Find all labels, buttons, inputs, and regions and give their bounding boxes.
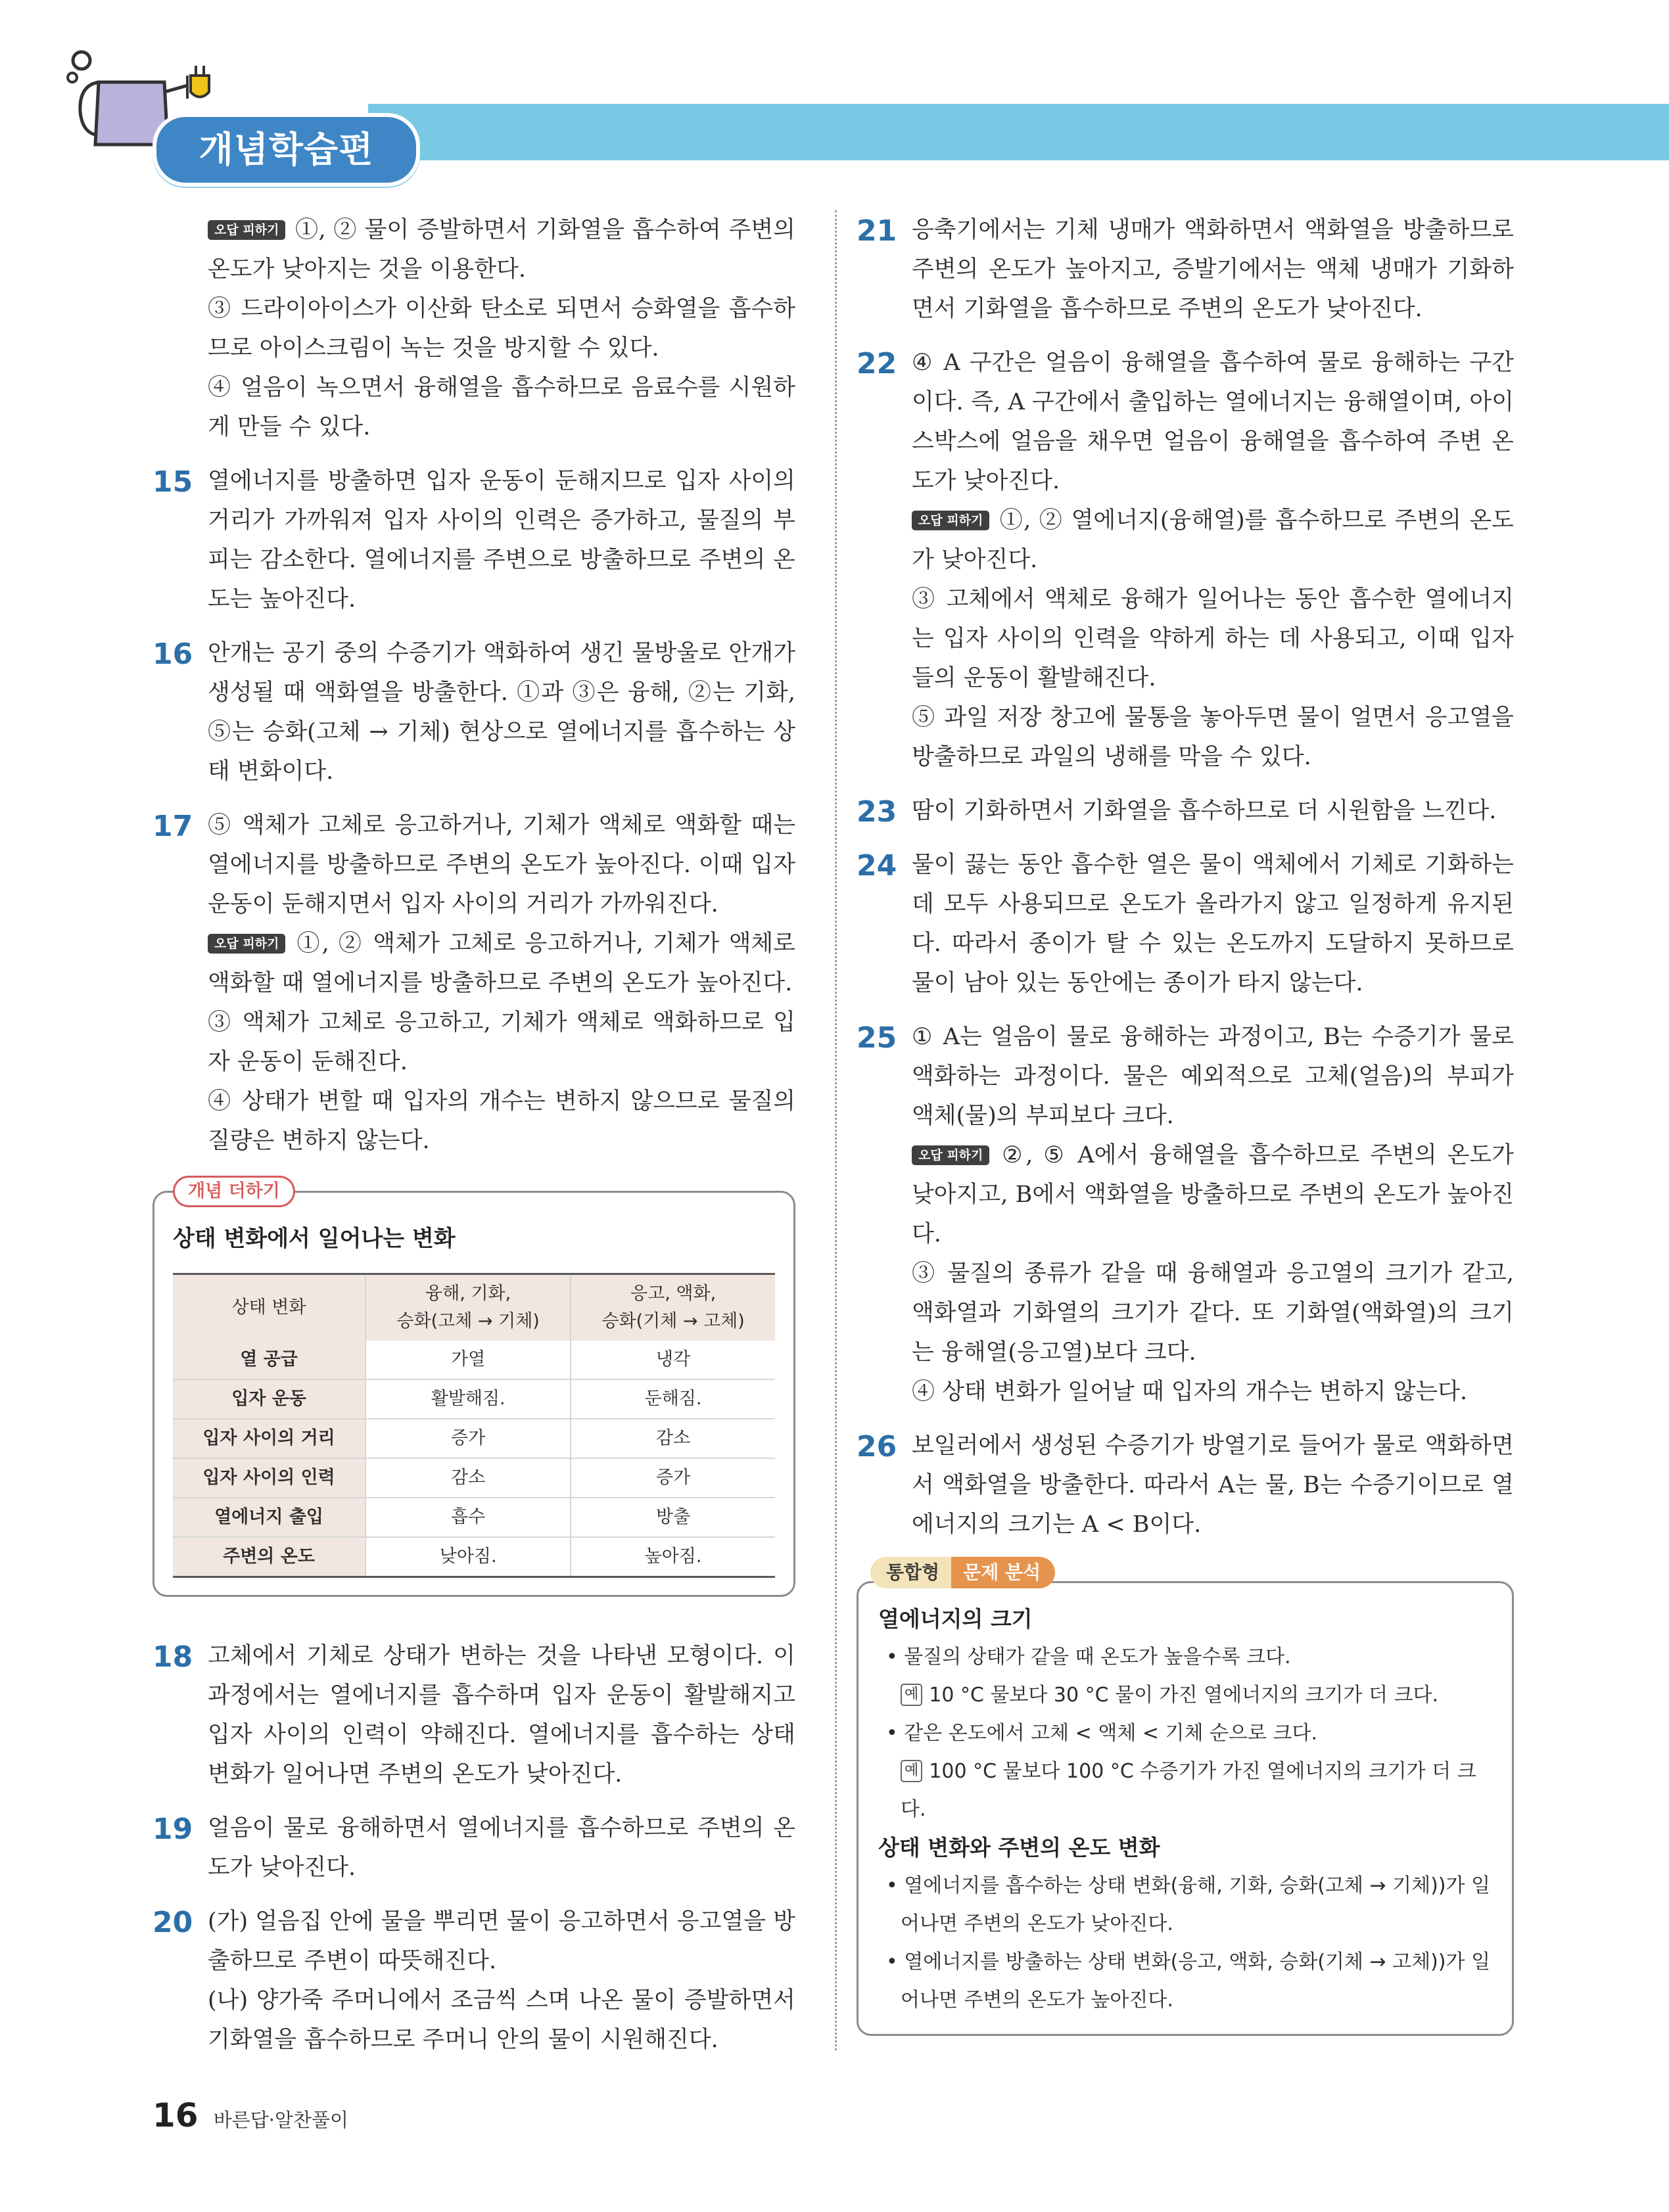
extra-text: ③ 액체가 고체로 응고하고, 기체가 액체로 액화하므로 입자 운동이 둔해진다. [208,1009,795,1075]
answer-number: 26 [857,1430,897,1463]
answer-21 [857,210,1514,329]
analysis-heading: 열에너지의 크기 [878,1606,1033,1632]
answer-number: 23 [857,795,897,829]
section-title: 개념학습편 [199,129,374,170]
answer-number: 18 [153,1640,193,1674]
answer-text: 얼음이 물로 융해하면서 열에너지를 흡수하므로 주변의 온도가 낮아진다. [208,1815,795,1881]
concept-title: 상태 변화에서 일어나는 변화 [173,1226,456,1252]
answer-17 [153,806,795,1161]
answer-text: 안개는 공기 중의 수증기가 액화하여 생긴 물방울로 안개가 생성될 때 액화열을 방출한다. ①과 ③은 융해, ②는 기화, ⑤는 승화(고체 → 기체) 현상으로 열에너지를 흡수하는 상태 변화이다. [208,640,795,785]
answer-text: ① A는 얼음이 물로 융해하는 과정이고, B는 수증기가 물로 액화하는 과정이다. 물은 예외적으로 고체(얼음)의 부피가 액체(물)의 부피보다 크다. [912,1024,1514,1129]
answer-text: ④ A 구간은 얼음이 융해열을 흡수하여 물로 융해하는 구간이다. 즉, A 구간에서 출입하는 열에너지는 융해열이며, 아이스박스에 얼음을 채우면 얼음이 융해열을 흡수하여 주변 온도가 낮아진다. [912,350,1514,494]
answer-number: 15 [153,465,193,499]
answer-number: 16 [153,637,193,671]
example-mark: 예 [901,1760,922,1782]
section-title-pill [153,113,420,187]
analysis-tab [870,1557,1055,1588]
answer-number: 20 [153,1906,193,1939]
answer-text: 열에너지를 방출하면 입자 운동이 둔해지므로 입자 사이의 거리가 가까워져 입자 사이의 인력은 증가하고, 물질의 부피는 감소한다. 열에너지를 주변으로 방출하므로 주변의 온도는 높아진다. [208,468,795,612]
table-header: 상태 변화 [173,1274,365,1341]
answer-18 [153,1636,795,1794]
avoid-tag: 오답 피하기 [208,934,285,954]
analysis-heading: 상태 변화와 주변의 온도 변화 [878,1835,1160,1860]
analysis-box [857,1561,1514,2036]
answer-16 [153,634,795,791]
answer-24 [857,845,1514,1003]
answer-text: 응축기에서는 기체 냉매가 액화하면서 액화열을 방출하므로 주변의 온도가 높아지고, 증발기에서는 액체 냉매가 기화하면서 기화열을 흡수하므로 주변의 온도가 낮아진다. [912,217,1514,322]
answer-26 [857,1426,1514,1544]
analysis-tab-type: 통합형 [870,1557,951,1588]
extra-text: (나) 양가죽 주머니에서 조금씩 스며 나온 물이 증발하면서 기화열을 흡수하므로 주머니 안의 물이 시원해진다. [208,1987,795,2053]
answer-number: 22 [857,347,897,380]
answer-number: 25 [857,1021,897,1055]
analysis-tab-label: 문제 분석 [951,1557,1055,1588]
answer-number: 19 [153,1812,193,1846]
analysis-bullet: • 열에너지를 방출하는 상태 변화(응고, 액화, 승화(기체 → 고체))가 일어나면 주변의 온도가 높아진다. [886,1950,1491,2012]
avoid-tag: 오답 피하기 [912,511,989,530]
avoid-text: 오답 피하기 ①, ② 액체가 고체로 응고하거나, 기체가 액체로 액화할 때 열에너지를 방출하므로 주변의 온도가 높아진다. [208,931,795,996]
answer-text: 고체에서 기체로 상태가 변하는 것을 나타낸 모형이다. 이 과정에서는 열에너지를 흡수하며 입자 운동이 활발해지고 입자 사이의 인력이 약해진다. 열에너지를 흡수하는 상태 변화가 일어나면 주변의 온도가 낮아진다. [208,1643,795,1787]
avoid-line-1: 오답 피하기 ①, ② 물이 증발하면서 기화열을 흡수하여 주변의 온도가 낮아지는 것을 이용한다. [208,217,795,283]
page-footer [153,2096,348,2134]
avoid-tag: 오답 피하기 [208,220,285,240]
answer-23 [857,791,1514,831]
answer-22 [857,343,1514,777]
table-row: 입자 사이의 거리 증가 감소 [173,1419,775,1458]
answer-text: ⑤ 액체가 고체로 응고하거나, 기체가 액체로 액화할 때는 열에너지를 방출하므로 주변의 온도가 높아진다. 이때 입자 운동이 둔해지면서 입자 사이의 거리가 가까워진다. [208,812,795,917]
extra-text: ③ 고체에서 액체로 융해가 일어나는 동안 흡수한 열에너지는 입자 사이의 인력을 약하게 하는 데 사용되고, 이때 입자들의 운동이 활발해진다. [912,586,1514,691]
answer-text: (가) 얼음집 안에 물을 뿌리면 물이 응고하면서 응고열을 방출하므로 주변이 따뜻해진다. [208,1908,795,1974]
answer-15 [153,461,795,619]
analysis-bullet: • 열에너지를 흡수하는 상태 변화(융해, 기화, 승화(고체 → 기체))가 일어나면 주변의 온도가 낮아진다. [886,1874,1491,1935]
analysis-example: 예 10 °C 물보다 30 °C 물이 가진 열에너지의 크기가 더 크다. [878,1676,1492,1715]
extra-text: ④ 상태가 변할 때 입자의 개수는 변하지 않으므로 물질의 질량은 변하지 않는다. [208,1088,795,1154]
avoid-line-3: ④ 얼음이 녹으면서 융해열을 흡수하므로 음료수를 시원하게 만들 수 있다. [208,375,795,440]
page-number: 16 [153,2096,199,2134]
avoid-line-2: ③ 드라이아이스가 이산화 탄소로 되면서 승화열을 흡수하므로 아이스크림이 녹는 것을 방지할 수 있다. [208,296,795,361]
table-row: 입자 운동 활발해짐. 둔해짐. [173,1379,775,1419]
answer-number: 21 [857,214,897,248]
answer-text: 물이 끓는 동안 흡수한 열은 물이 액체에서 기체로 기화하는 데 모두 사용되므로 온도가 올라가지 않고 일정하게 유지된다. 따라서 종이가 탈 수 있는 온도까지 도달하지 못하므로 물이 남아 있는 동안에는 종이가 타지 않는다. [912,852,1514,996]
table-row: 주변의 온도 낮아짐. 높아짐. [173,1537,775,1577]
answer-25 [857,1017,1514,1412]
answer-text: 땀이 기화하면서 기화열을 흡수하므로 더 시원함을 느낀다. [912,798,1497,824]
book-label: 바른답·알찬풀이 [213,2109,349,2131]
column-divider [835,210,837,2050]
answer-text: 보일러에서 생성된 수증기가 방열기로 들어가 물로 액화하면서 액화열을 방출한다. 따라서 A는 물, B는 수증기이므로 열에너지의 크기는 A < B이다. [912,1433,1514,1538]
extra-text: ⑤ 과일 저장 창고에 물통을 놓아두면 물이 얼면서 응고열을 방출하므로 과일의 냉해를 막을 수 있다. [912,704,1514,770]
analysis-bullet: • 물질의 상태가 같을 때 온도가 높을수록 크다. [886,1646,1291,1669]
table-row: 열에너지 출입 흡수 방출 [173,1498,775,1537]
answer-19 [153,1809,795,1887]
analysis-bullet: • 같은 온도에서 고체 < 액체 < 기체 순으로 크다. [886,1722,1317,1745]
extra-text: ④ 상태 변화가 일어날 때 입자의 개수는 변하지 않는다. [912,1379,1468,1405]
answer-number: 24 [857,849,897,883]
answer-number: 17 [153,810,193,843]
extra-text: ③ 물질의 종류가 같을 때 융해열과 응고열의 크기가 같고, 액화열과 기화열의 크기가 같다. 또 기화열(액화열)의 크기는 융해열(응고열)보다 크다. [912,1260,1514,1366]
avoid-text: 오답 피하기 ①, ② 열에너지(융해열)를 흡수하므로 주변의 온도가 낮아진다. [912,507,1514,573]
table-header-row [173,1274,775,1341]
table-header: 응고, 액화, 승화(기체 → 고체) [571,1274,775,1341]
answer-20 [153,1902,795,2060]
concept-box [153,1181,795,1597]
concept-tag: 개념 더하기 [173,1176,295,1207]
state-change-table [173,1273,775,1578]
table-row: 열 공급 가열 냉각 [173,1341,775,1379]
header-band [368,104,1669,160]
table-row: 입자 사이의 인력 감소 증가 [173,1458,775,1498]
left-column [153,210,795,2074]
avoid-block [153,210,795,447]
right-column [857,210,1514,2036]
analysis-example: 예 100 °C 물보다 100 °C 수증기가 가진 열에너지의 크기가 더 크다. [901,1760,1476,1821]
example-mark: 예 [901,1684,922,1706]
avoid-text: 오답 피하기 ②, ⑤ A에서 융해열을 흡수하므로 주변의 온도가 낮아지고, B에서 액화열을 방출하므로 주변의 온도가 높아진다. [912,1142,1514,1247]
table-header: 융해, 기화, 승화(고체 → 기체) [365,1274,571,1341]
avoid-tag: 오답 피하기 [912,1145,989,1165]
